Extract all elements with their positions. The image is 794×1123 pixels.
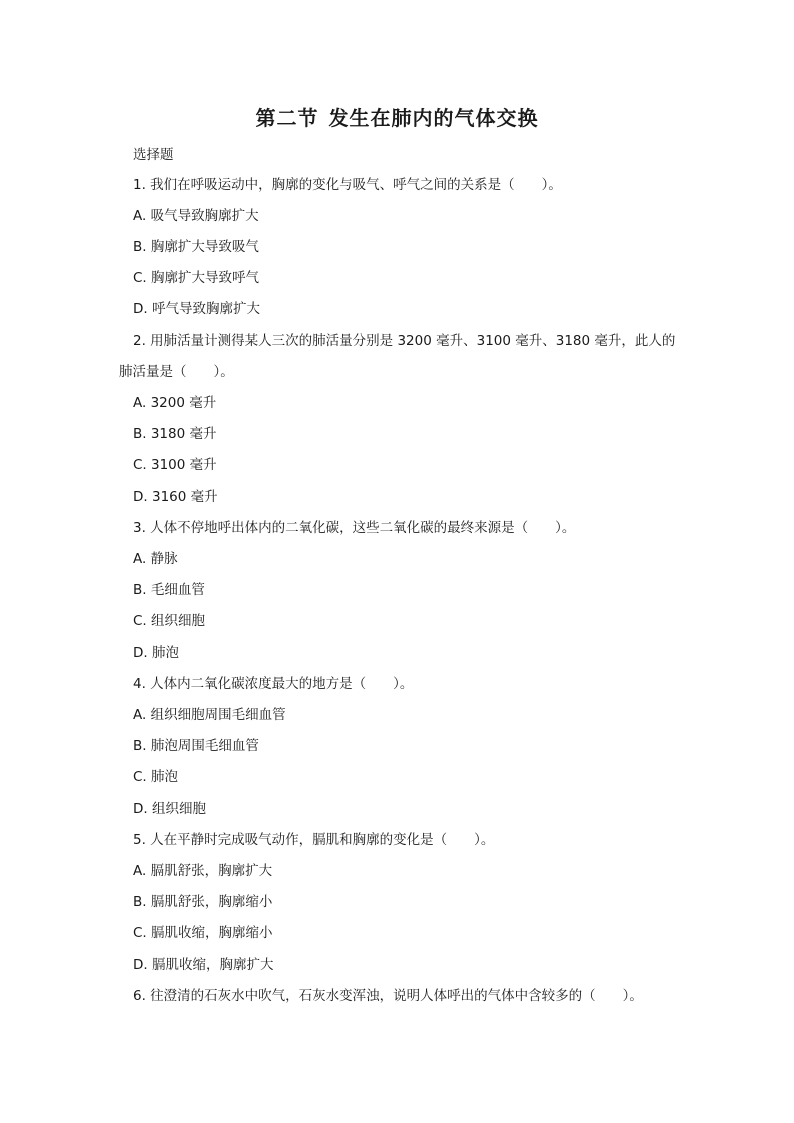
answer-option: A. 静脉	[133, 551, 178, 567]
question-stem: 5. 人在平静时完成吸气动作，膈肌和胸廓的变化是（ ）。	[133, 832, 495, 848]
answer-option: D. 组织细胞	[133, 801, 206, 817]
answer-option: A. 组织细胞周围毛细血管	[133, 707, 286, 723]
answer-option: B. 肺泡周围毛细血管	[133, 738, 259, 754]
answer-option: A. 3200 毫升	[133, 395, 217, 411]
answer-option: D. 呼气导致胸廓扩大	[133, 301, 260, 317]
section-label: 选择题	[133, 147, 174, 163]
answer-option: C. 膈肌收缩，胸廓缩小	[133, 925, 273, 941]
question-stem: 6. 往澄清的石灰水中吹气，石灰水变浑浊，说明人体呼出的气体中含较多的（ ）。	[133, 988, 643, 1004]
answer-option: D. 膈肌收缩，胸廓扩大	[133, 957, 274, 973]
answer-option: C. 胸廓扩大导致呼气	[133, 270, 260, 286]
answer-option: C. 3100 毫升	[133, 457, 217, 473]
answer-option: C. 组织细胞	[133, 613, 206, 629]
answer-option: B. 毛细血管	[133, 582, 205, 598]
answer-option: B. 膈肌舒张，胸廓缩小	[133, 894, 273, 910]
answer-option: A. 吸气导致胸廓扩大	[133, 208, 259, 224]
question-stem: 1. 我们在呼吸运动中，胸廓的变化与吸气、呼气之间的关系是（ ）。	[133, 177, 562, 193]
question-stem: 4. 人体内二氧化碳浓度最大的地方是（ ）。	[133, 676, 414, 692]
page-title	[0, 104, 794, 132]
question-stem: 3. 人体不停地呼出体内的二氧化碳，这些二氧化碳的最终来源是（ ）。	[133, 520, 576, 536]
answer-option: B. 胸廓扩大导致吸气	[133, 239, 259, 255]
title-section-number: 第二节	[255, 106, 319, 130]
answer-option: A. 膈肌舒张，胸廓扩大	[133, 863, 273, 879]
answer-option: D. 肺泡	[133, 645, 179, 661]
question-stem: 2. 用肺活量计测得某人三次的肺活量分别是 3200 毫升、3100 毫升、3180 毫升，此人的	[133, 333, 676, 349]
question-stem-continuation: 肺活量是（ ）。	[119, 364, 234, 380]
answer-option: B. 3180 毫升	[133, 426, 217, 442]
answer-option: D. 3160 毫升	[133, 489, 218, 505]
answer-option: C. 肺泡	[133, 769, 179, 785]
title-topic: 发生在肺内的气体交换	[328, 106, 539, 130]
